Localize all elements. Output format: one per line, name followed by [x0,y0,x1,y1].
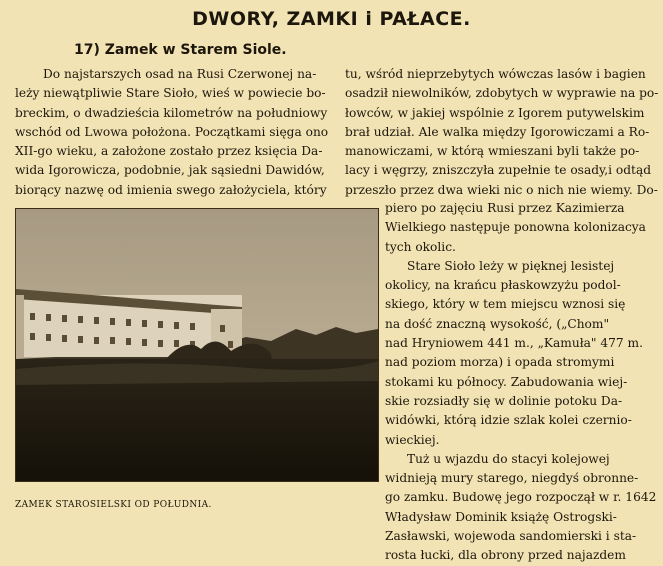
castle-photo [15,208,379,482]
text-line: skiego, który w tem miejscu wznosi się [385,297,626,312]
text-line: Stare Sioło leży w pięknej lesistej [407,258,615,273]
text-line: go zamku. Budowę jego rozpoczął w r. 1642 [385,490,657,505]
text-line: nad Hryniowem 441 m., „Kamuła" 477 m. [385,336,643,351]
text-line: widnieją mury starego, niegdyś obronne- [385,471,639,486]
right-column-narrow [385,199,655,566]
text-line: przeszło przez dwa wieki nic o nich nie wiemy. Do- [345,182,658,197]
text-line: skie rozsiadły się w dolinie potoku Da- [385,393,623,408]
text-line: widówki, którą idzie szlak kolei czernio- [385,413,632,428]
castle-photo-image [16,209,378,481]
text-line: biorący nazwę od imienia swego założyciela, który [15,182,327,197]
text-line: wschód od Lwowa położona. Początkami sięga ono [15,124,329,139]
text-line: stokami ku północy. Zabudowania wiej- [385,374,628,389]
text-line: wieckiej. [385,432,440,447]
left-column [15,65,329,200]
text-line: tych okolic. [385,239,456,254]
text-line: manowiczami, w którą wmieszani byli także po- [345,144,640,159]
text-line: piero po zajęciu Rusi przez Kazimierza [385,201,625,215]
text-line: XII-go wieku, a założone zostało przez księcia Da- [15,144,323,159]
right-column-top [345,65,659,200]
text-line: Władysław Dominik książę Ostrogski- [385,509,617,524]
text-line: wida Igorowicza, podobnie, jak sąsiedni Dawidów, [15,163,325,178]
page-header: DWORY, ZAMKI i PAŁACE. [192,8,471,30]
text-line: nad poziom morza) i opada stromymi [385,355,615,370]
text-line: brał udział. Ale walka między Igorowiczami a Ro- [345,124,650,139]
text-line: na dość znaczną wysokość, („Chom" [385,316,610,331]
text-line: Do najstarszych osad na Rusi Czerwonej na- [43,67,317,81]
text-line: okolicy, na krańcu płaskowzyżu podol- [385,278,621,293]
text-line: leży niewątpliwie Stare Sioło, wieś w powiecie bo- [15,86,326,101]
text-line: łowców, w jakiej wspólnie z Igorem putywelskim [345,105,645,120]
text-line: Tuż u wjazdu do stacyi kolejowej [407,451,610,466]
text-line: rosta łucki, dla obrony przed najazdem [385,548,626,563]
text-line: breckim, o dwadzieścia kilometrów na południowy [15,105,328,120]
text-line: tu, wśród nieprzebytych wówczas lasów i bagien [345,67,646,81]
section-title: 17) Zamek w Starem Siole. [74,42,287,58]
text-line: Wielkiego następuje ponowna kolonizacya [385,220,646,235]
text-line: lacy i węgrzy, zniszczyła zupełnie te osady,i odtąd [345,163,652,178]
text-line: osadził niewolników, zdobytych w wyprawie na po- [345,86,659,101]
text-line: Zasławski, wojewoda sandomierski i sta- [385,529,637,544]
photo-caption: ZAMEK STAROSIELSKI OD POŁUDNIA. [15,500,212,510]
